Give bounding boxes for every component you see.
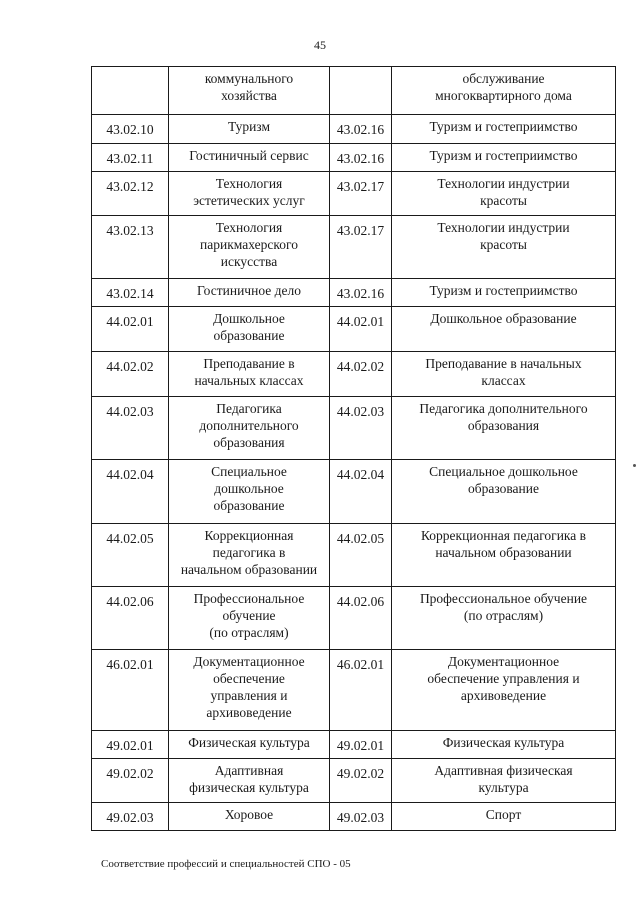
footer-text: Соответствие профессий и специальностей СПО - 05 xyxy=(101,858,351,870)
old-code-cell xyxy=(92,144,169,172)
new-name-cell-text: Профессиональное обучение (по отраслям) xyxy=(419,591,588,623)
table-row xyxy=(92,115,616,144)
old-code-cell-text: 44.02.06 xyxy=(106,594,154,609)
new-name-cell-text: Коррекционная педагогика в начальном образовании xyxy=(420,528,587,560)
old-code-cell xyxy=(92,460,169,524)
new-name-cell xyxy=(392,460,616,524)
new-code-cell-text: 49.02.02 xyxy=(336,766,385,781)
old-name-cell xyxy=(169,144,330,172)
new-code-cell-text: 43.02.17 xyxy=(336,179,385,194)
old-name-cell xyxy=(169,307,330,352)
new-code-cell xyxy=(330,352,392,397)
new-name-cell-text: Педагогика дополнительного образования xyxy=(419,401,588,433)
new-name-cell-text: Технологии индустрии красоты xyxy=(437,220,570,252)
new-name-cell xyxy=(392,587,616,650)
new-name-cell xyxy=(392,759,616,803)
new-name-cell-text: Спорт xyxy=(485,807,522,822)
old-name-cell xyxy=(169,115,330,144)
new-code-cell xyxy=(330,524,392,587)
old-code-cell-text: 44.02.01 xyxy=(106,314,154,329)
old-code-cell xyxy=(92,115,169,144)
new-name-cell-text: обслуживание многоквартирного дома xyxy=(435,71,572,103)
new-code-cell xyxy=(330,172,392,216)
new-code-cell-text: 49.02.03 xyxy=(336,810,385,825)
new-code-cell xyxy=(330,144,392,172)
new-name-cell-text: Документационное обеспечение управления и архивоведение xyxy=(427,654,580,703)
old-name-cell xyxy=(169,803,330,831)
old-code-cell-text: 44.02.05 xyxy=(106,531,154,546)
new-name-cell-text: Адаптивная физическая культура xyxy=(434,763,573,795)
table-row xyxy=(92,216,616,279)
old-code-cell-text: 49.02.02 xyxy=(106,766,154,781)
new-code-cell-text: 43.02.16 xyxy=(336,151,385,166)
new-name-cell-text: Туризм и гостеприимство xyxy=(429,119,578,134)
new-code-cell xyxy=(330,115,392,144)
table-row xyxy=(92,144,616,172)
new-name-cell xyxy=(392,307,616,352)
old-code-cell-text: 46.02.01 xyxy=(106,657,154,672)
old-code-cell xyxy=(92,587,169,650)
new-name-cell-text: Физическая культура xyxy=(442,735,565,750)
new-code-cell-text: 46.02.01 xyxy=(336,657,385,672)
old-code-cell xyxy=(92,397,169,460)
old-name-cell-text: Профессиональное обучение (по отраслям) xyxy=(193,591,305,640)
table-row xyxy=(92,759,616,803)
old-code-cell-text: 43.02.13 xyxy=(106,223,154,238)
new-code-cell-text: 44.02.06 xyxy=(336,594,385,609)
old-name-cell xyxy=(169,650,330,731)
new-code-cell xyxy=(330,460,392,524)
old-code-cell-text: 44.02.02 xyxy=(106,359,154,374)
old-name-cell-text: Гостиничное дело xyxy=(197,283,301,298)
old-name-cell-text: Хоровое xyxy=(224,807,274,822)
new-code-cell xyxy=(330,307,392,352)
new-name-cell xyxy=(392,115,616,144)
table-row xyxy=(92,650,616,731)
new-code-cell-text: 44.02.03 xyxy=(336,404,385,419)
new-name-cell xyxy=(392,172,616,216)
old-code-cell xyxy=(92,67,169,115)
old-name-cell xyxy=(169,67,330,115)
table-row xyxy=(92,307,616,352)
old-code-cell xyxy=(92,803,169,831)
table-row xyxy=(92,524,616,587)
new-code-cell-text: 43.02.16 xyxy=(336,122,385,137)
table-body xyxy=(92,67,616,831)
new-name-cell xyxy=(392,216,616,279)
new-code-cell xyxy=(330,397,392,460)
old-name-cell-text: Адаптивная физическая культура xyxy=(189,763,309,795)
old-name-cell xyxy=(169,460,330,524)
old-code-cell-text: 44.02.04 xyxy=(106,467,154,482)
new-code-cell xyxy=(330,587,392,650)
old-name-cell xyxy=(169,524,330,587)
new-code-cell-text: 43.02.16 xyxy=(336,286,385,301)
scan-dot xyxy=(633,464,636,467)
old-name-cell-text: Дошкольное образование xyxy=(213,311,285,343)
new-name-cell xyxy=(392,803,616,831)
new-name-cell xyxy=(392,279,616,307)
new-name-cell xyxy=(392,397,616,460)
old-name-cell-text: Педагогика дополнительного образования xyxy=(199,401,299,450)
new-code-cell xyxy=(330,650,392,731)
old-name-cell-text: Технология эстетических услуг xyxy=(193,176,305,208)
old-code-cell xyxy=(92,172,169,216)
old-name-cell xyxy=(169,216,330,279)
new-code-cell-text: 43.02.17 xyxy=(336,223,385,238)
old-name-cell-text: Документационное обеспечение управления и архивоведение xyxy=(193,654,305,720)
old-name-cell xyxy=(169,397,330,460)
table-row xyxy=(92,731,616,759)
old-name-cell xyxy=(169,731,330,759)
old-code-cell xyxy=(92,759,169,803)
old-name-cell-text: коммунального хозяйства xyxy=(204,71,294,103)
old-name-cell-text: Физическая культура xyxy=(188,735,310,750)
new-code-cell xyxy=(330,759,392,803)
table-row xyxy=(92,279,616,307)
old-name-cell-text: Преподавание в начальных классах xyxy=(194,356,304,388)
specialties-table xyxy=(91,66,616,831)
old-code-cell xyxy=(92,731,169,759)
new-code-cell-text: 49.02.01 xyxy=(336,738,385,753)
table-row xyxy=(92,67,616,115)
old-code-cell-text: 43.02.11 xyxy=(106,151,154,166)
old-code-cell xyxy=(92,650,169,731)
old-code-cell xyxy=(92,524,169,587)
old-name-cell-text: Технология парикмахерского искусства xyxy=(200,220,298,269)
new-code-cell-text: 44.02.05 xyxy=(336,531,385,546)
old-name-cell-text: Специальное дошкольное образование xyxy=(211,464,287,513)
old-code-cell xyxy=(92,352,169,397)
new-name-cell xyxy=(392,650,616,731)
new-name-cell xyxy=(392,352,616,397)
table-row xyxy=(92,460,616,524)
page-number: 45 xyxy=(314,38,326,52)
old-code-cell-text: 43.02.12 xyxy=(106,179,154,194)
new-code-cell xyxy=(330,731,392,759)
old-code-cell-text: 49.02.01 xyxy=(106,738,154,753)
table-row xyxy=(92,352,616,397)
table-row xyxy=(92,397,616,460)
old-code-cell xyxy=(92,216,169,279)
new-name-cell-text: Технологии индустрии красоты xyxy=(437,176,570,208)
old-name-cell xyxy=(169,759,330,803)
old-code-cell xyxy=(92,279,169,307)
new-name-cell xyxy=(392,67,616,115)
table-row xyxy=(92,172,616,216)
new-code-cell-text: 44.02.04 xyxy=(336,467,385,482)
new-name-cell xyxy=(392,144,616,172)
new-name-cell-text: Туризм и гостеприимство xyxy=(429,148,578,163)
old-code-cell-text: 43.02.14 xyxy=(106,286,154,301)
old-code-cell-text: 44.02.03 xyxy=(106,404,154,419)
new-name-cell-text: Туризм и гостеприимство xyxy=(429,283,578,298)
old-name-cell xyxy=(169,279,330,307)
new-code-cell-text: 44.02.02 xyxy=(336,359,385,374)
new-name-cell-text: Дошкольное образование xyxy=(430,311,577,326)
old-name-cell xyxy=(169,172,330,216)
old-code-cell xyxy=(92,307,169,352)
new-code-cell xyxy=(330,279,392,307)
new-name-cell xyxy=(392,731,616,759)
old-code-cell-text: 43.02.10 xyxy=(106,122,154,137)
old-name-cell xyxy=(169,352,330,397)
old-name-cell-text: Гостиничный сервис xyxy=(189,148,309,163)
new-name-cell-text: Специальное дошкольное образование xyxy=(429,464,578,496)
table-row xyxy=(92,803,616,831)
table-row xyxy=(92,587,616,650)
new-code-cell-text: 44.02.01 xyxy=(336,314,385,329)
old-name-cell-text: Туризм xyxy=(228,119,270,134)
new-code-cell xyxy=(330,803,392,831)
old-name-cell-text: Коррекционная педагогика в начальном образовании xyxy=(180,528,318,577)
old-code-cell-text: 49.02.03 xyxy=(106,810,154,825)
new-code-cell xyxy=(330,67,392,115)
old-name-cell xyxy=(169,587,330,650)
new-name-cell xyxy=(392,524,616,587)
new-name-cell-text: Преподавание в начальных классах xyxy=(425,356,582,388)
new-code-cell xyxy=(330,216,392,279)
